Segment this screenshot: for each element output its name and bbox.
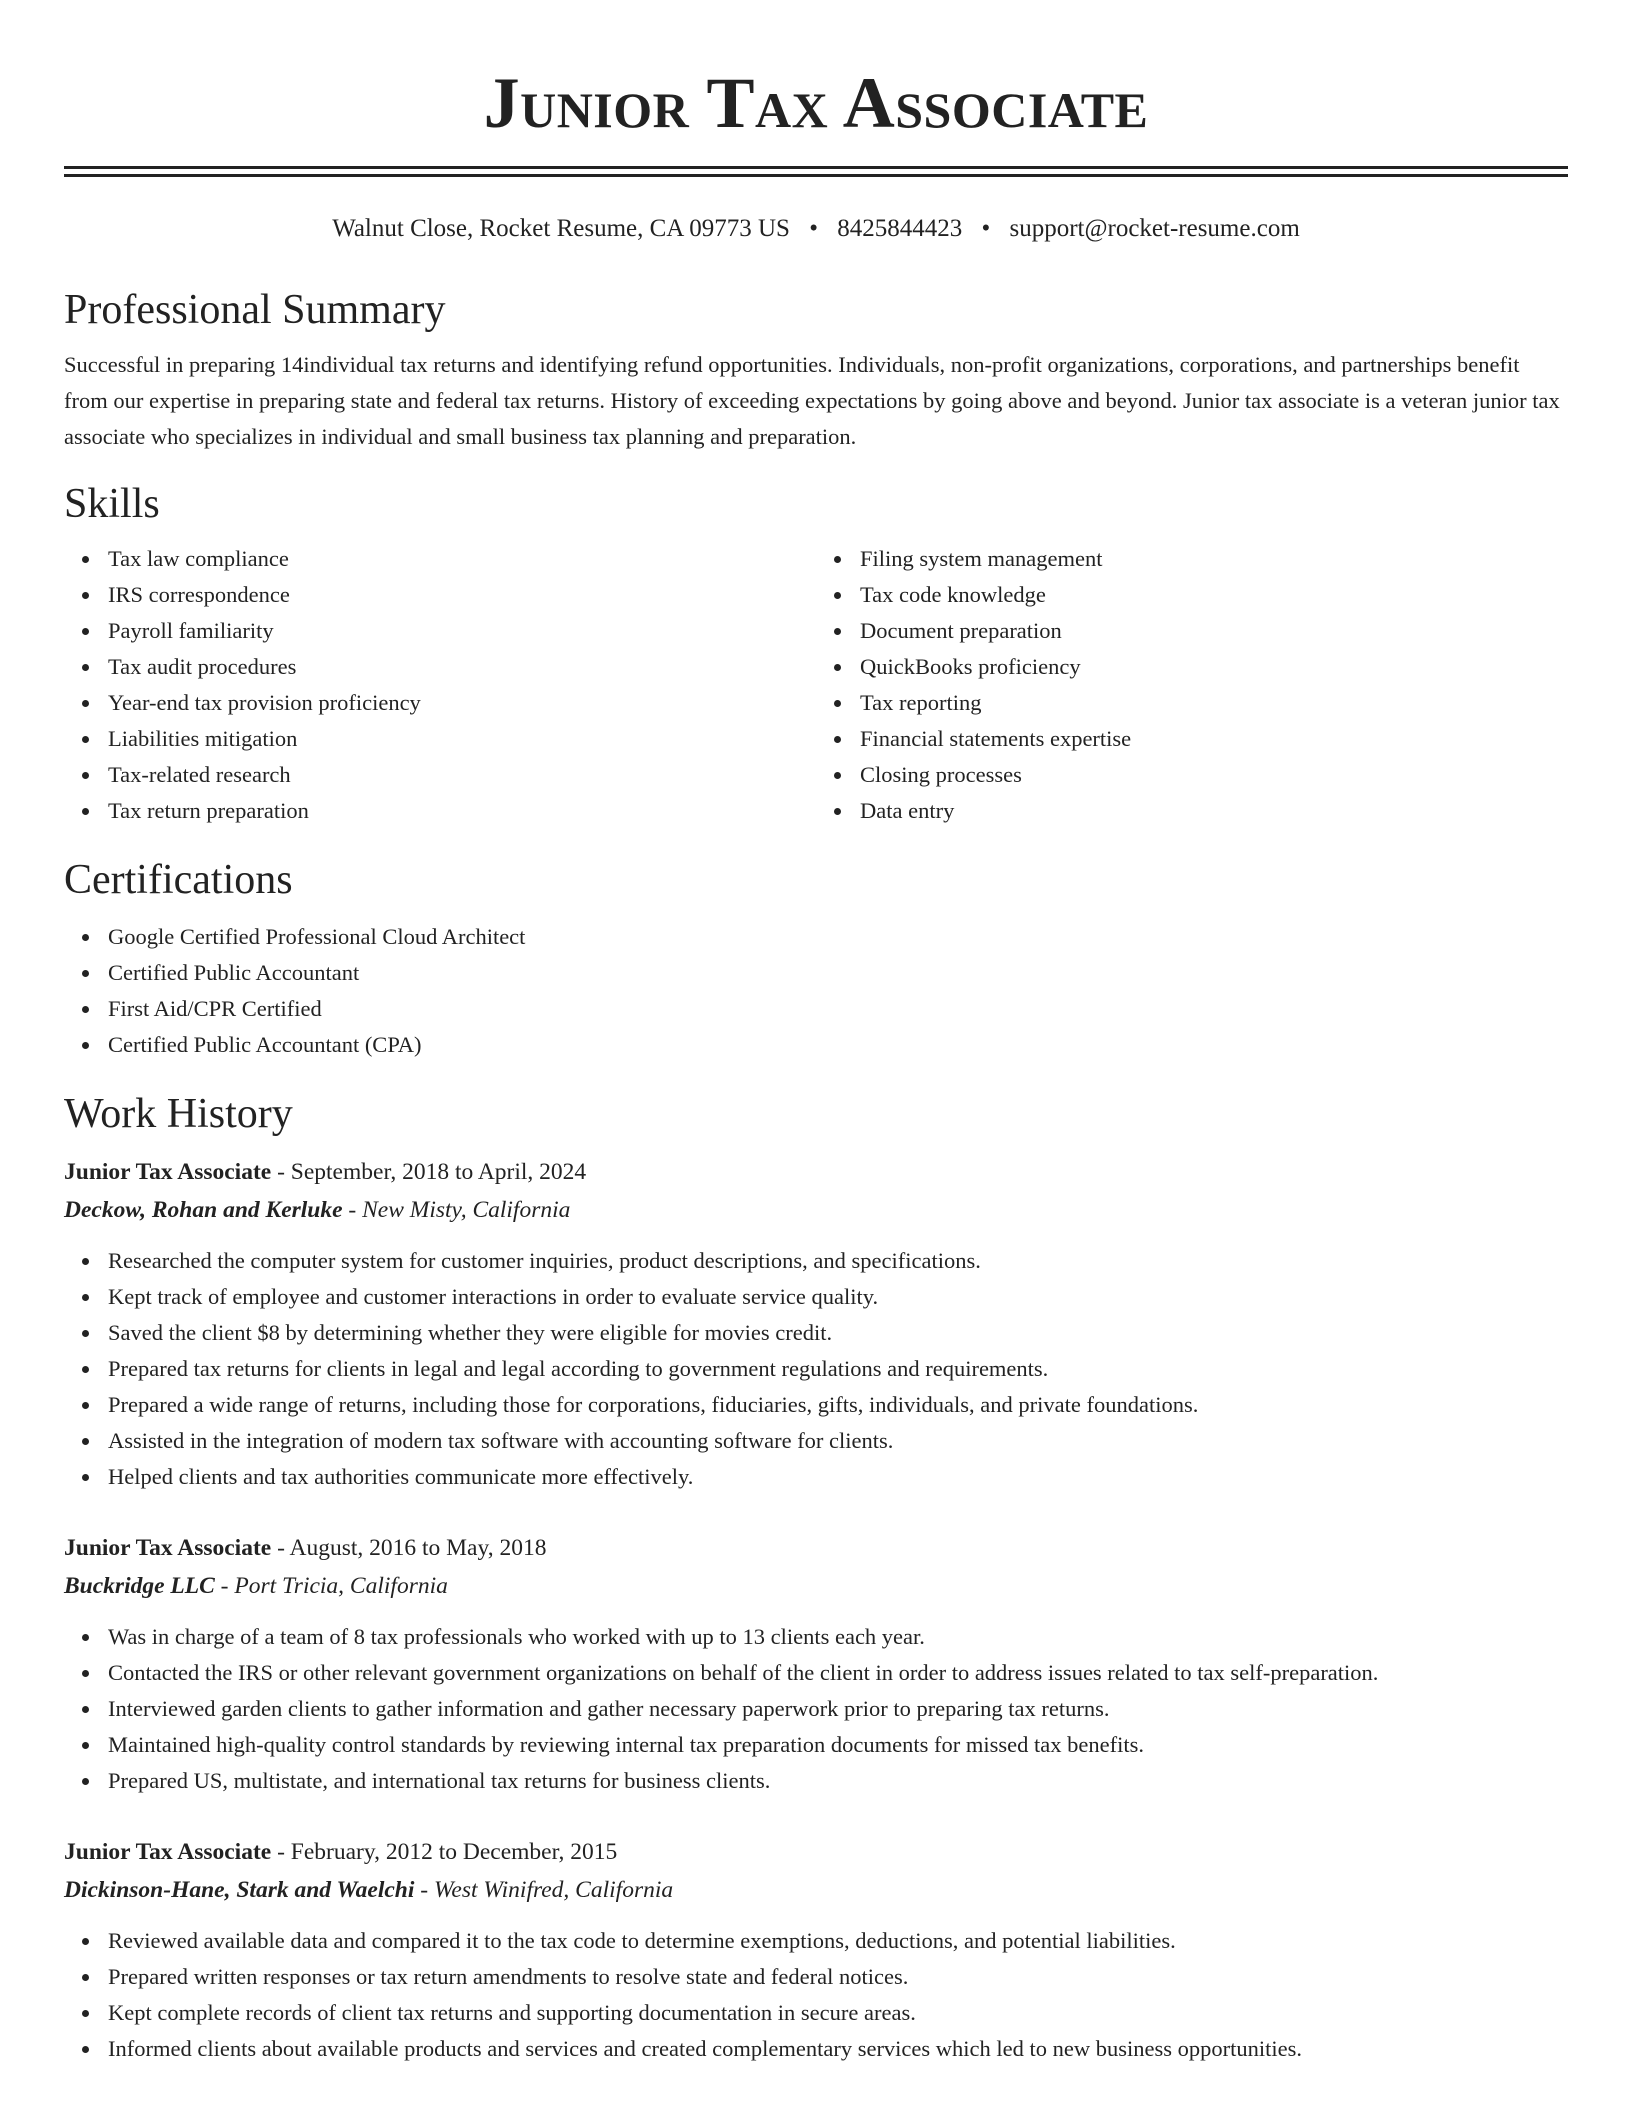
job-bullet: Prepared a wide range of returns, including those for corporations, fiduciaries, gifts, individuals, and private foundations. <box>108 1387 1568 1423</box>
job-bullet: Saved the client $8 by determining whether they were eligible for movies credit. <box>108 1315 1568 1351</box>
skill-item: Year-end tax provision proficiency <box>108 685 816 721</box>
skill-item: Closing processes <box>860 757 1568 793</box>
skills-right-list <box>816 541 1568 829</box>
job-bullet: Prepared US, multistate, and international tax returns for business clients. <box>108 1763 1568 1799</box>
job-company: Dickinson-Hane, Stark and Waelchi <box>64 1877 415 1903</box>
job-location: - Port Tricia, California <box>214 1573 448 1599</box>
summary-text: Successful in preparing 14individual tax returns and identifying refund opportunities. Individuals, non-profit organizations, corporations, and partnerships benefit from our expertise in preparing state and federal tax returns. History of exceeding expectations by going above and beyond. Junior tax associate is a veteran junior tax associate who specializes in individual and small business tax planning and preparation. <box>64 352 1560 449</box>
skill-item: Data entry <box>860 793 1568 829</box>
job-bullet: Informed clients about available products and services and created complementary services which led to new business opportunities. <box>108 2031 1568 2067</box>
certifications-heading: Certifications <box>64 857 293 903</box>
skills-columns <box>64 541 1568 829</box>
skill-item: Tax-related research <box>108 757 816 793</box>
page-title: Junior Tax Associate <box>483 63 1149 143</box>
skill-item: QuickBooks proficiency <box>860 649 1568 685</box>
job-company: Deckow, Rohan and Kerluke <box>64 1197 343 1223</box>
resume-page <box>64 0 1568 2067</box>
skill-item: Tax code knowledge <box>860 577 1568 613</box>
job-title-line <box>64 1833 1568 1871</box>
job-company: Buckridge LLC <box>64 1573 215 1599</box>
certification-item: Certified Public Accountant (CPA) <box>108 1027 1568 1063</box>
skills-heading: Skills <box>64 481 160 527</box>
job-role: Junior Tax Associate <box>64 1535 272 1561</box>
job-role: Junior Tax Associate <box>64 1839 272 1865</box>
job-bullets <box>64 1243 1568 1495</box>
job-bullet: Maintained high-quality control standards by reviewing internal tax preparation documents for missed tax benefits. <box>108 1727 1568 1763</box>
job-title-line <box>64 1529 1568 1567</box>
job-dates: - September, 2018 to April, 2024 <box>271 1159 587 1185</box>
skill-item: Tax audit procedures <box>108 649 816 685</box>
certifications-list <box>64 919 1568 1063</box>
skill-item: Liabilities mitigation <box>108 721 816 757</box>
skill-item: Financial statements expertise <box>860 721 1568 757</box>
job-bullets <box>64 1619 1568 1799</box>
contact-line <box>64 213 1568 245</box>
address: Walnut Close, Rocket Resume, CA 09773 US <box>332 215 790 242</box>
certification-item: Certified Public Accountant <box>108 955 1568 991</box>
skill-item: Tax return preparation <box>108 793 816 829</box>
skill-item: Filing system management <box>860 541 1568 577</box>
job-bullet: Helped clients and tax authorities communicate more effectively. <box>108 1459 1568 1495</box>
job-bullet: Kept track of employee and customer interactions in order to evaluate service quality. <box>108 1279 1568 1315</box>
job-company-line <box>64 1191 1568 1229</box>
job-entry <box>64 1529 1568 1799</box>
job-bullet: Researched the computer system for customer inquiries, product descriptions, and specifications. <box>108 1243 1568 1279</box>
job-company-line <box>64 1871 1568 1909</box>
job-bullet: Prepared written responses or tax return amendments to resolve state and federal notices. <box>108 1959 1568 1995</box>
skill-item: IRS correspondence <box>108 577 816 613</box>
skill-item: Payroll familiarity <box>108 613 816 649</box>
skill-item: Document preparation <box>860 613 1568 649</box>
title-divider <box>64 166 1568 177</box>
job-bullets <box>64 1923 1568 2067</box>
phone: 8425844423 <box>837 215 963 242</box>
job-bullet: Contacted the IRS or other relevant government organizations on behalf of the client in order to address issues related to tax self-preparation. <box>108 1655 1568 1691</box>
job-bullet: Was in charge of a team of 8 tax professionals who worked with up to 13 clients each year. <box>108 1619 1568 1655</box>
skill-item: Tax law compliance <box>108 541 816 577</box>
job-location: - West Winifred, California <box>414 1877 674 1903</box>
job-entry <box>64 1153 1568 1495</box>
summary-heading: Professional Summary <box>64 287 446 333</box>
job-title-line <box>64 1153 1568 1191</box>
separator-bullet: • <box>809 215 818 242</box>
certification-item: First Aid/CPR Certified <box>108 991 1568 1027</box>
job-bullet: Reviewed available data and compared it to the tax code to determine exemptions, deductions, and potential liabilities. <box>108 1923 1568 1959</box>
job-dates: - February, 2012 to December, 2015 <box>271 1839 618 1865</box>
job-company-line <box>64 1567 1568 1605</box>
job-bullet: Kept complete records of client tax returns and supporting documentation in secure areas. <box>108 1995 1568 2031</box>
job-location: - New Misty, California <box>342 1197 571 1223</box>
job-bullet: Interviewed garden clients to gather information and gather necessary paperwork prior to preparing tax returns. <box>108 1691 1568 1727</box>
job-bullet: Assisted in the integration of modern tax software with accounting software for clients. <box>108 1423 1568 1459</box>
skill-item: Tax reporting <box>860 685 1568 721</box>
job-entry <box>64 1833 1568 2067</box>
job-role: Junior Tax Associate <box>64 1159 272 1185</box>
email: support@rocket-resume.com <box>1009 215 1300 242</box>
job-bullet: Prepared tax returns for clients in legal and legal according to government regulations and requirements. <box>108 1351 1568 1387</box>
skills-left-list <box>64 541 816 829</box>
certification-item: Google Certified Professional Cloud Architect <box>108 919 1568 955</box>
separator-bullet: • <box>981 215 991 242</box>
job-dates: - August, 2016 to May, 2018 <box>271 1535 547 1561</box>
work-history-heading: Work History <box>64 1091 293 1137</box>
